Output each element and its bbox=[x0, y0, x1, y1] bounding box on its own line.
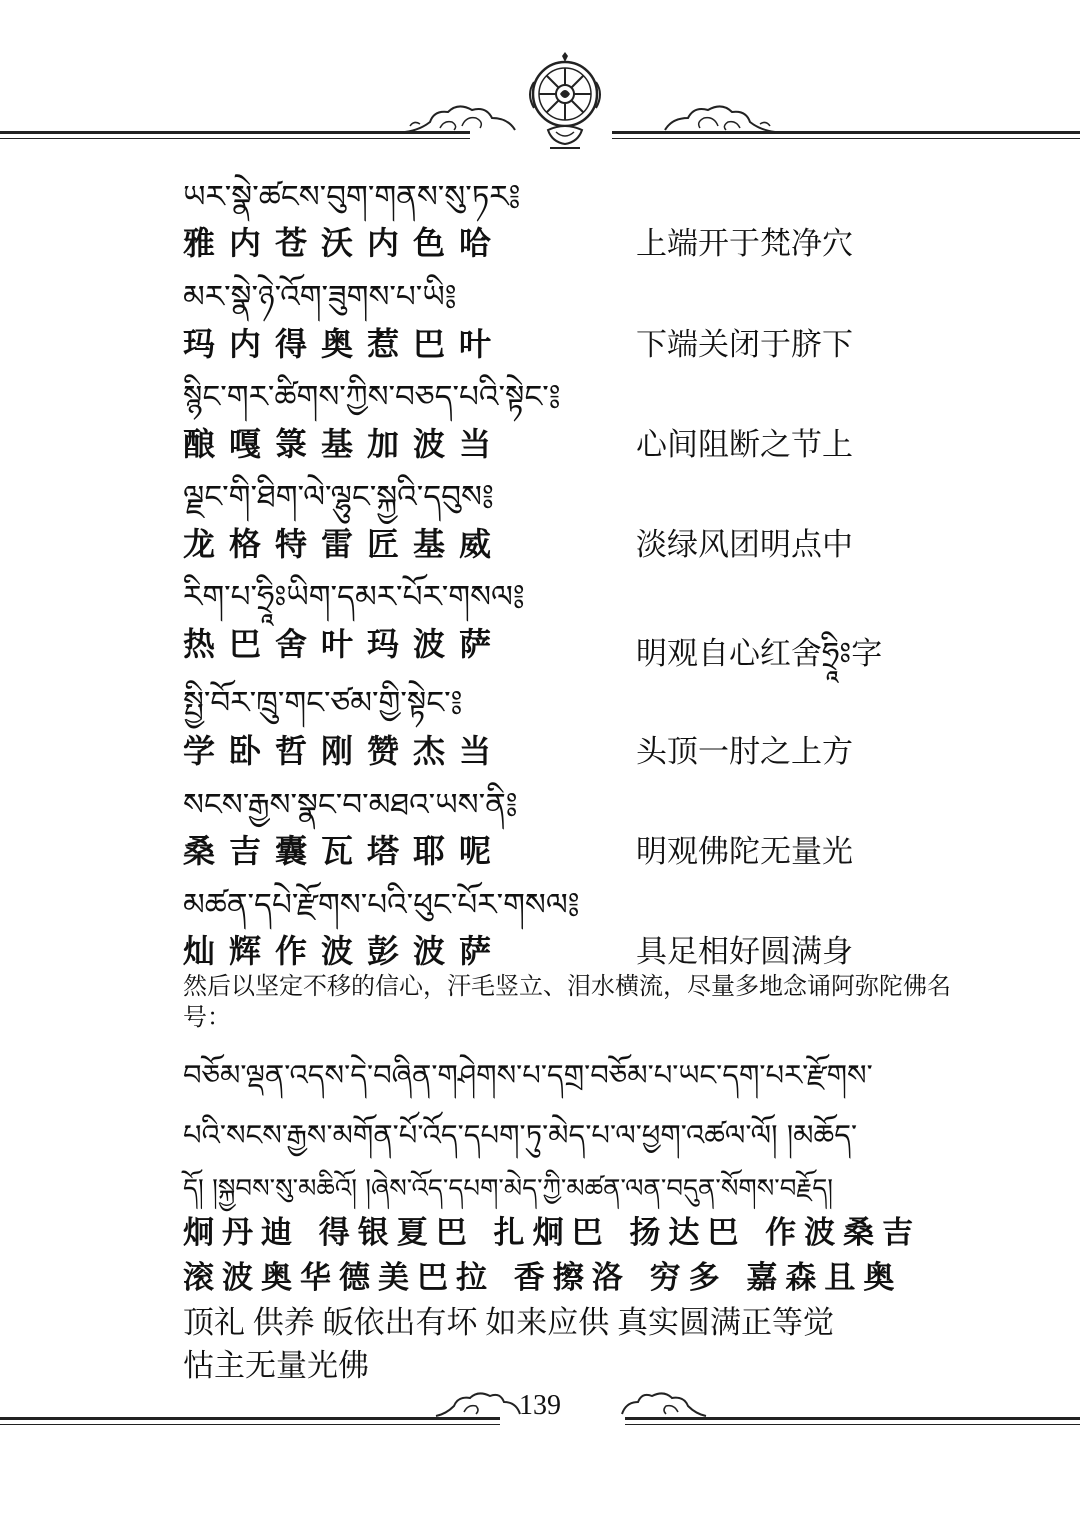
cloud-left-icon bbox=[400, 100, 520, 140]
tibetan-line: མཚན་དཔེ་རྫོགས་པའི་ཕུང་པོར་གསལ༔ bbox=[183, 887, 580, 923]
footer-rule-right-thin bbox=[625, 1424, 1080, 1425]
tibetan-line: སངས་རྒྱས་སྣང་བ་མཐའ་ཡས་ནི༔ bbox=[183, 787, 518, 823]
meaning-line: 下端关闭于脐下 bbox=[636, 327, 853, 362]
mantra-phonetic-line: 滚波奥华德美巴拉 香擦洛 穷多 嘉森且奥 bbox=[183, 1260, 903, 1296]
tibetan-line: སྤྱི་བོར་ཁྲུ་གང་ཙམ་གྱི་སྟེང་༔ bbox=[183, 685, 463, 721]
meaning-line: 头顶一肘之上方 bbox=[636, 734, 853, 769]
mantra-meaning-line: 顶礼 供养 皈依出有坏 如来应供 真实圆满正等觉 bbox=[183, 1305, 834, 1340]
phonetic-line: 桑吉囊瓦塔耶呢 bbox=[183, 832, 506, 870]
mantra-phonetic-line: 炯丹迪 得银夏巴 扎炯巴 扬达巴 作波桑吉 bbox=[183, 1215, 922, 1251]
page-number: 139 bbox=[519, 1390, 561, 1421]
tibetan-line: རིག་པ་ཧྲཱིཿཡིག་དམར་པོར་གསལ༔ bbox=[183, 579, 525, 615]
mantra-tibetan-line: པའི་སངས་རྒྱས་མགོན་པོ་འོད་དཔག་ཏུ་མེད་པ་ལ་ཕྱག་འཚལ་ལོ། །མཆོད་ bbox=[183, 1118, 858, 1152]
phonetic-line: 学卧哲刚赞杰当 bbox=[183, 732, 506, 770]
meaning-line: 上端开于梵净穴 bbox=[636, 226, 853, 261]
meaning-line: 具足相好圆满身 bbox=[636, 934, 853, 969]
mantra-meaning-line: 怙主无量光佛 bbox=[183, 1348, 369, 1383]
meaning-line: 心间阻断之节上 bbox=[636, 427, 853, 462]
phonetic-line: 灿辉作波彭波萨 bbox=[183, 932, 506, 970]
tibetan-line: ལྗང་གི་ཐིག་ལེ་ལྷུང་སྐྱའི་དབུས༔ bbox=[183, 479, 494, 515]
tibetan-line: སྙིང་གར་ཚིགས་ཀྱིས་བཅད་པའི་སྟེང་༔ bbox=[183, 379, 561, 415]
footer-rule-left-thin bbox=[0, 1424, 500, 1425]
meaning-line: 明观佛陀无量光 bbox=[636, 834, 853, 869]
phonetic-line: 龙格特雷匠基威 bbox=[183, 525, 506, 563]
phonetic-line: 热巴舍叶玛波萨 bbox=[183, 625, 506, 663]
mantra-tibetan-line: བཅོམ་ལྡན་འདས་དེ་བཞིན་གཤེགས་པ་དགྲ་བཅོམ་པ་ཡང་དག་པར་རྫོགས་ bbox=[183, 1058, 873, 1092]
tibetan-line: ཡར་སྣེ་ཚངས་བུག་གནས་སུ་ཏར༔ bbox=[183, 179, 521, 215]
mantra-tibetan-line: དོ། །སྐྱབས་སུ་མཆིའོ། །ཞེས་འོད་དཔག་མེད་ཀྱི་མཚན་ལན་བདུན་སོགས་བརྗོད། bbox=[183, 1174, 834, 1204]
cloud-right-icon bbox=[660, 100, 780, 140]
phonetic-line: 酿嘎箓基加波当 bbox=[183, 425, 506, 463]
phonetic-line: 雅内苍沃内色哈 bbox=[183, 224, 506, 262]
meaning-line: 淡绿风团明点中 bbox=[636, 527, 853, 562]
meaning-line: 明观自心红舍ཧྲཱིཿ字 bbox=[636, 636, 883, 671]
instruction-text: 然后以坚定不移的信心，汗毛竖立、泪水横流，尽量多地念诵阿弥陀佛名号： bbox=[183, 974, 951, 1031]
tibetan-line: མར་སྣེ་ཉེ་འོག་ཟུགས་པ་ཡི༔ bbox=[183, 279, 457, 315]
dharma-wheel-icon bbox=[520, 52, 610, 152]
phonetic-line: 玛内得奥惹巴叶 bbox=[183, 325, 506, 363]
